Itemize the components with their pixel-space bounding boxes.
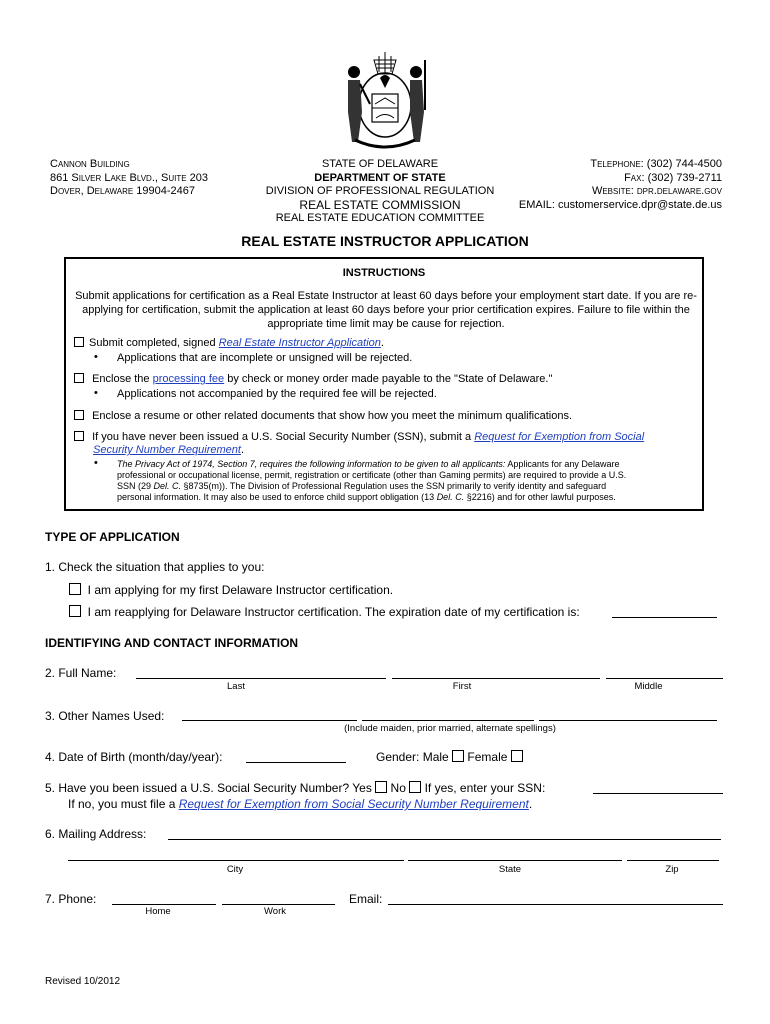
city-address: Dover, Delaware 19904-2467 — [50, 185, 195, 197]
fax: Fax: (302) 739-2711 — [624, 171, 722, 184]
revision-date: Revised 10/2012 — [45, 976, 121, 987]
question-5: 5. Have you been issued a U.S. Social Security Number? Yes No If yes, enter your SSN: — [45, 781, 546, 795]
question-1: 1. Check the situation that applies to you: — [45, 560, 265, 574]
middle-label: Middle — [634, 681, 663, 692]
type-of-application-heading: TYPE OF APPLICATION — [45, 530, 180, 544]
expiration-date-field[interactable] — [612, 617, 717, 618]
first-name-field[interactable] — [392, 678, 600, 679]
instruction-item-4-cont: Security Number Requirement. — [93, 444, 245, 456]
state-label: State — [498, 864, 522, 875]
other-names-field-3[interactable] — [539, 720, 717, 721]
processing-fee-link[interactable]: processing fee — [152, 373, 225, 385]
ssn-exemption-link[interactable]: Request for Exemption from Social — [474, 431, 645, 443]
building-name: Cannon Building — [50, 158, 130, 170]
question-4: 4. Date of Birth (month/day/year): — [45, 750, 223, 764]
instruction-bullet-2: Applications not accompanied by the required fee will be rejected. — [117, 388, 437, 400]
instruction-item-1: Submit completed, signed Real Estate Instructor Application. — [74, 337, 384, 350]
question-5-note: If no, you must file a Request for Exemption from Social Security Number Requirement. — [68, 797, 533, 811]
ssn-no-checkbox[interactable] — [409, 781, 421, 793]
first-label: First — [452, 681, 472, 692]
gender-group: Gender: Male Female — [376, 750, 523, 764]
option-first-certification: I am applying for my first Delaware Instructor certification. — [69, 583, 393, 597]
checkbox[interactable] — [74, 410, 84, 420]
male-checkbox[interactable] — [452, 750, 464, 762]
instructions-box — [64, 257, 704, 511]
committee-name: REAL ESTATE EDUCATION COMMITTEE — [275, 212, 485, 224]
application-link[interactable]: Real Estate Instructor Application — [218, 337, 381, 349]
state-field[interactable] — [408, 860, 622, 861]
home-phone-field[interactable] — [112, 904, 216, 905]
work-phone-field[interactable] — [222, 904, 335, 905]
female-checkbox[interactable] — [511, 750, 523, 762]
home-label: Home — [145, 906, 171, 917]
last-name-field[interactable] — [136, 678, 386, 679]
city-field[interactable] — [68, 860, 404, 861]
dob-field[interactable] — [246, 762, 346, 763]
email: EMAIL: customerservice.dpr@state.de.us — [518, 198, 722, 211]
commission-name: REAL ESTATE COMMISSION — [299, 197, 461, 212]
work-label: Work — [264, 906, 286, 917]
checkbox[interactable] — [74, 373, 84, 383]
instruction-bullet-1: Applications that are incomplete or unsigned will be rejected. — [117, 352, 413, 364]
option-reapplying: I am reapplying for Delaware Instructor certification. The expiration date of my certification is: — [69, 605, 580, 619]
first-certification-checkbox[interactable] — [69, 583, 81, 595]
instructions-heading: INSTRUCTIONS — [342, 267, 426, 279]
other-names-field-1[interactable] — [182, 720, 357, 721]
other-names-note: (Include maiden, prior married, alternate spellings) — [344, 723, 556, 734]
checkbox[interactable] — [74, 337, 84, 347]
delaware-state-seal — [330, 50, 440, 150]
other-names-field-2[interactable] — [362, 720, 534, 721]
last-label: Last — [227, 681, 245, 692]
division-name: DIVISION OF PROFESSIONAL REGULATION — [265, 185, 495, 197]
ssn-field[interactable] — [593, 793, 723, 794]
question-6: 6. Mailing Address: — [45, 827, 147, 841]
address-block — [50, 158, 250, 199]
question-3: 3. Other Names Used: — [45, 709, 165, 723]
checkbox[interactable] — [74, 431, 84, 441]
bullet-icon: • — [94, 457, 98, 469]
middle-name-field[interactable] — [606, 678, 723, 679]
contact-info-heading: IDENTIFYING AND CONTACT INFORMATION — [45, 636, 299, 650]
telephone: Telephone: (302) 744-4500 — [590, 158, 722, 170]
instruction-item-2: Enclose the processing fee by check or money order made payable to the "State of Delaware." — [74, 373, 552, 386]
website: Website: dpr.delaware.gov — [591, 185, 722, 197]
question-7: 7. Phone: — [45, 892, 97, 906]
zip-field[interactable] — [627, 860, 719, 861]
bullet-icon: • — [94, 387, 98, 399]
instructions-paragraph: Submit applications for certification as a Real Estate Instructor at least 60 days before your employment start date. If you are re-applying for certification, submit the application at least 60 days before your prior certification expires. Failure to file within the appropriate time limit may be cause for rejection. — [75, 290, 697, 330]
question-2: 2. Full Name: — [45, 666, 117, 680]
instruction-item-4: If you have never been issued a U.S. Social Security Number (SSN), submit a Request for Exemption from Social — [74, 431, 694, 444]
reapplying-checkbox[interactable] — [69, 605, 81, 617]
bullet-icon: • — [94, 351, 98, 363]
ssn-yes-checkbox[interactable] — [375, 781, 387, 793]
ssn-exemption-request-link[interactable]: Request for Exemption from Social Security Number Requirement — [178, 797, 529, 811]
instruction-item-3: Enclose a resume or other related documents that show how you meet the minimum qualifications. — [74, 410, 572, 423]
city-label: City — [226, 864, 244, 875]
contact-block — [480, 158, 722, 212]
email-label: Email: — [349, 892, 383, 906]
privacy-act-notice: The Privacy Act of 1974, Section 7, requires the following information to be given to all applicants: Applicants for any Delaware professional or occupational license, permit, registration or certificate (other than Gaming permits) are required to provide a U.S. SSN (29 Del. C. §8735(m)). The Division of Professional Regulation uses the SSN primarily to verify identity and safeguard personal information. It may also be used to enforce child support obligation (13 Del. C. §2216) and for other lawful purposes. — [117, 459, 627, 502]
form-title: REAL ESTATE INSTRUCTOR APPLICATION — [241, 233, 529, 249]
street-address: 861 Silver Lake Blvd., Suite 203 — [50, 171, 208, 184]
email-field[interactable] — [388, 904, 723, 905]
zip-label: Zip — [665, 864, 679, 875]
department-name: DEPARTMENT OF STATE — [314, 171, 446, 184]
mailing-address-field[interactable] — [168, 839, 721, 840]
state-name: STATE OF DELAWARE — [321, 158, 439, 170]
ssn-exemption-link-cont[interactable]: Security Number Requirement — [93, 444, 241, 456]
